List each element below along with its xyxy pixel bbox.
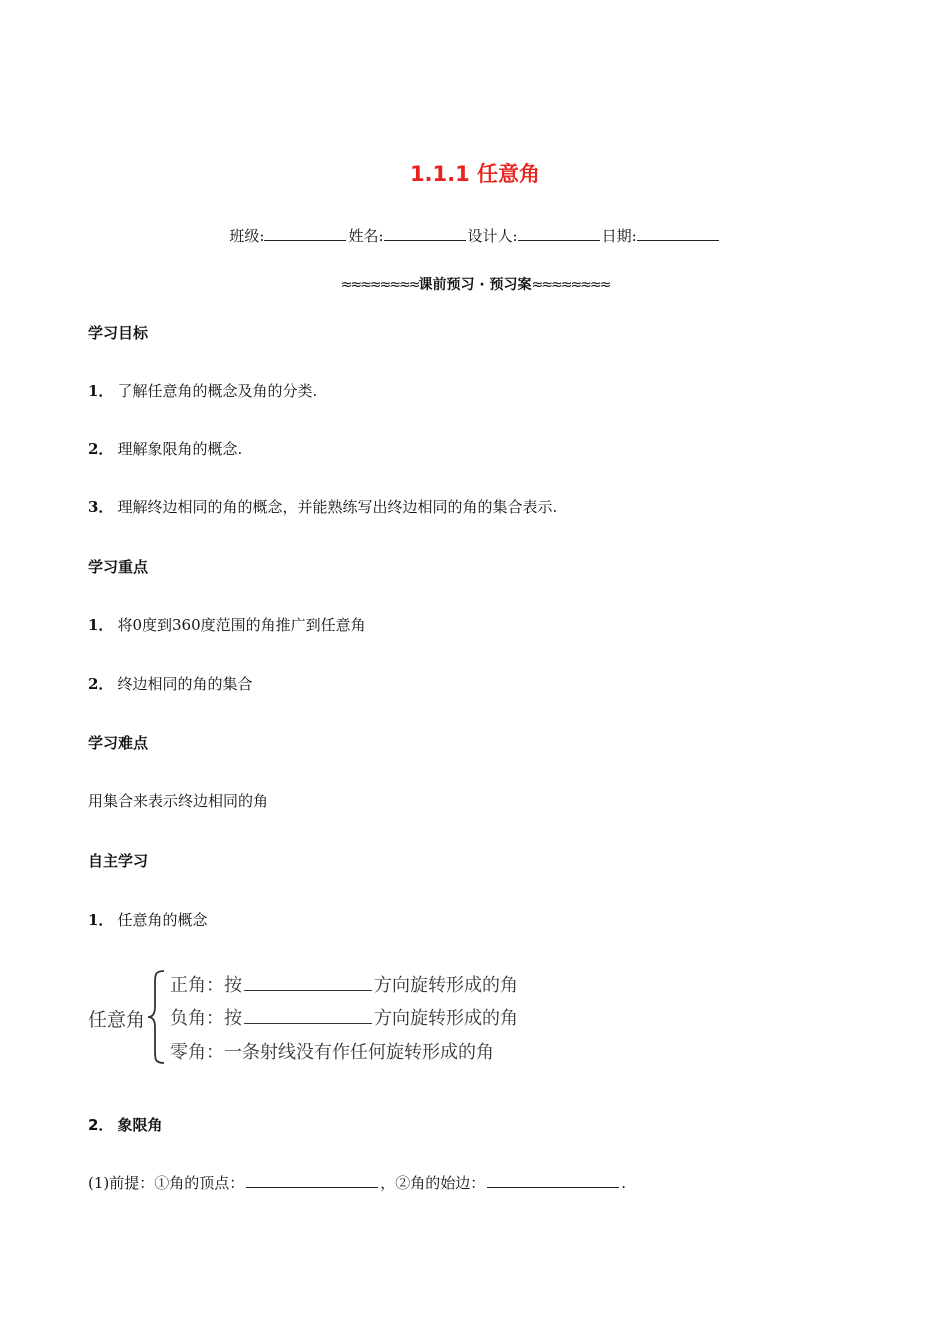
objective-num-1: 1． (88, 382, 114, 400)
objective-item-2 (88, 438, 242, 459)
class-blank[interactable] (264, 226, 346, 241)
objective-item-3 (88, 496, 557, 517)
self-study-item-2 (88, 1114, 162, 1135)
negative-suffix: 方向旋转形成的角 (374, 1008, 518, 1029)
date-blank[interactable] (637, 226, 719, 241)
premise-prefix: (1)前提：①角的顶点： (88, 1174, 245, 1192)
objective-num-2: 2． (88, 440, 114, 458)
premise-line (88, 1172, 626, 1193)
key-point-num-2: 2． (88, 675, 114, 693)
self-study-text-2: 象限角 (117, 1116, 163, 1134)
name-blank[interactable] (384, 226, 466, 241)
name-label: 姓名: (348, 227, 384, 245)
objectives-heading: 学习目标 (88, 324, 149, 342)
zero-angle-line: 零角：一条射线没有作任何旋转形成的角 (170, 1042, 494, 1063)
key-points-heading: 学习重点 (88, 558, 149, 576)
wave-right: ≈≈≈≈≈≈≈≈ (531, 277, 610, 293)
page-title: 1.1.1 任意角 (409, 162, 541, 186)
self-study-heading: 自主学习 (88, 852, 149, 870)
positive-prefix: 正角：按 (170, 975, 242, 996)
student-info-row (0, 225, 950, 246)
designer-blank[interactable] (518, 226, 600, 241)
premise-suffix: . (621, 1174, 627, 1192)
difficulty-text: 用集合来表示终边相同的角 (88, 792, 269, 810)
left-brace-icon (146, 969, 168, 1065)
class-label: 班级: (229, 227, 265, 245)
key-point-item-2 (88, 673, 252, 694)
premise-middle: ，②角的始边： (380, 1174, 486, 1192)
positive-direction-blank[interactable] (244, 974, 372, 991)
difficulty-heading: 学习难点 (88, 734, 149, 752)
vertex-blank[interactable] (246, 1173, 378, 1188)
objective-text-3: 理解终边相同的角的概念，并能熟练写出终边相同的角的集合表示. (117, 498, 558, 516)
key-point-text-1: 将0度到360度范围的角推广到任意角 (117, 616, 366, 634)
objective-text-2: 理解象限角的概念. (117, 440, 243, 458)
key-point-num-1: 1． (88, 616, 114, 634)
figure-label: 任意角 (88, 1009, 146, 1031)
negative-angle-line (170, 1004, 518, 1030)
negative-prefix: 负角：按 (170, 1008, 242, 1029)
self-study-num-1: 1． (88, 911, 114, 929)
self-study-text-1: 任意角的概念 (117, 911, 208, 929)
objective-text-1: 了解任意角的概念及角的分类. (117, 382, 318, 400)
section-header (0, 274, 950, 294)
date-label: 日期: (601, 227, 637, 245)
objective-num-3: 3． (88, 498, 114, 516)
positive-angle-line (170, 971, 518, 997)
key-point-text-2: 终边相同的角的集合 (117, 675, 253, 693)
initial-side-blank[interactable] (487, 1173, 619, 1188)
wave-left: ≈≈≈≈≈≈≈≈ (340, 277, 419, 293)
key-point-item-1 (88, 614, 366, 635)
negative-direction-blank[interactable] (244, 1007, 372, 1024)
self-study-item-1 (88, 909, 207, 930)
section-header-text: 课前预习 · 预习案 (418, 277, 532, 293)
designer-label: 设计人: (467, 227, 518, 245)
positive-suffix: 方向旋转形成的角 (374, 975, 518, 996)
objective-item-1 (88, 380, 317, 401)
self-study-num-2: 2． (88, 1116, 114, 1134)
angle-classification-figure (88, 963, 568, 1067)
